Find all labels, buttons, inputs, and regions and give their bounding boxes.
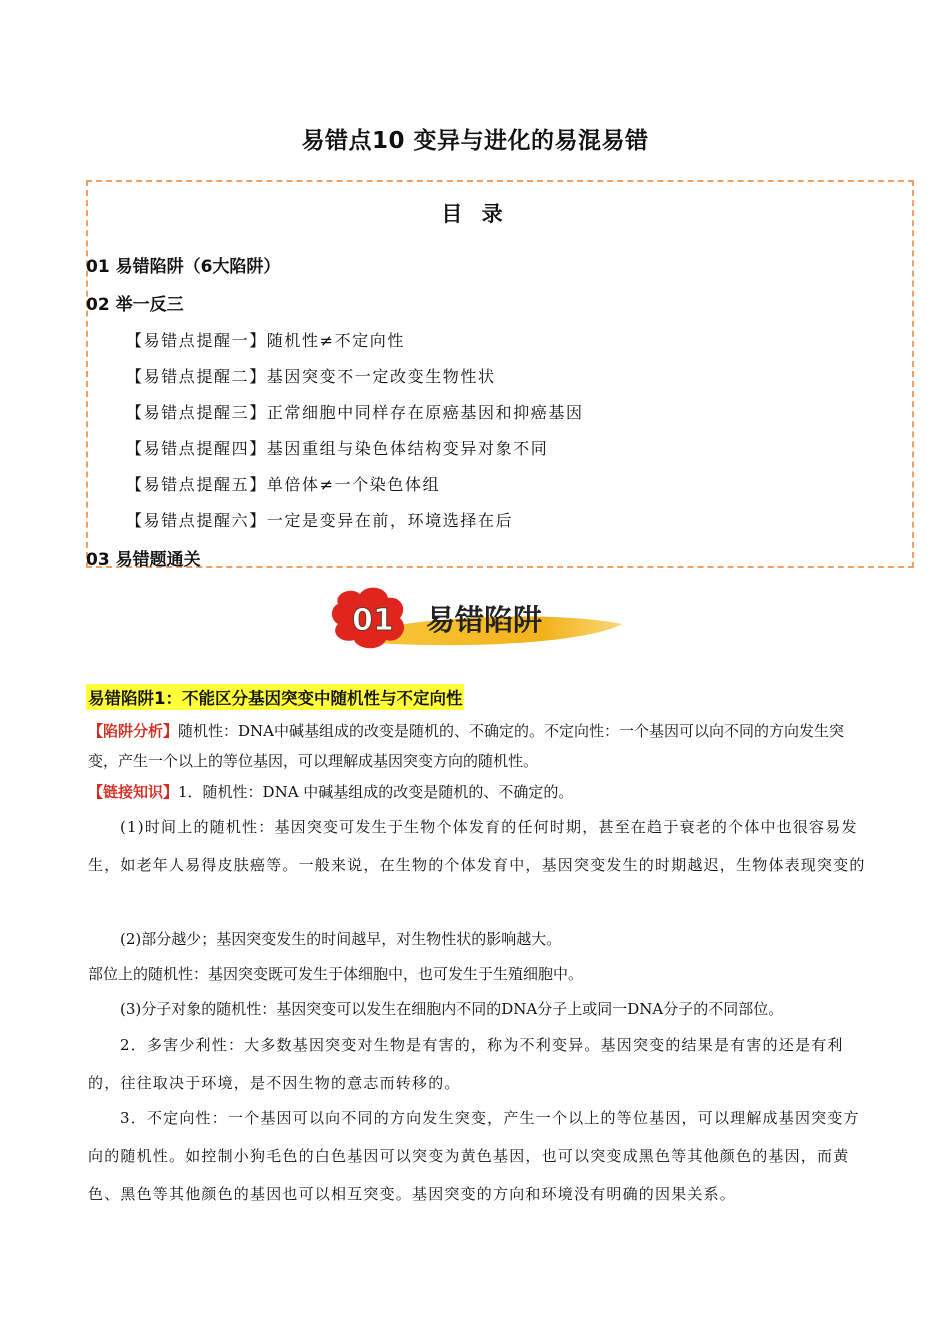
toc-item-1[interactable]: 【易错点提醒一】随机性≠不定向性 bbox=[126, 331, 406, 350]
trap-title: 易错陷阱1：不能区分基因突变中随机性与不定向性 bbox=[86, 684, 464, 710]
toc-item-5[interactable]: 【易错点提醒五】单倍体≠一个染色体组 bbox=[126, 475, 441, 494]
toc-heading: 目 录 bbox=[441, 202, 509, 226]
link-text: 1．随机性：DNA 中碱基组成的改变是随机的、不确定的。 bbox=[178, 783, 574, 801]
analysis-paragraph bbox=[88, 716, 868, 776]
paragraph-2: (2)部分越少；基因突变发生的时间越早，对生物性状的影响越大。 bbox=[120, 930, 562, 948]
banner-number: 01 bbox=[352, 603, 394, 638]
page-title: 易错点10 变异与进化的易混易错 bbox=[301, 128, 649, 154]
toc-item-4[interactable]: 【易错点提醒四】基因重组与染色体结构变异对象不同 bbox=[126, 439, 549, 458]
link-tag: 【链接知识】 bbox=[88, 783, 179, 801]
toc-section-1[interactable]: 01 易错陷阱（6大陷阱） bbox=[86, 257, 281, 277]
toc-item-2[interactable]: 【易错点提醒二】基因突变不一定改变生物性状 bbox=[126, 367, 496, 386]
paragraph-3: 部位上的随机性：基因突变既可发生于体细胞中，也可发生于生殖细胞中。 bbox=[88, 965, 584, 983]
toc-item-3[interactable]: 【易错点提醒三】正常细胞中同样存在原癌基因和抑癌基因 bbox=[126, 403, 584, 422]
analysis-text: 随机性：DNA中碱基组成的改变是随机的、不确定的。不定向性：一个基因可以向不同的方向发生突变，产生一个以上的等位基因，可以理解成基因突变方向的随机性。 bbox=[88, 722, 845, 770]
banner-label: 易错陷阱 bbox=[426, 603, 543, 637]
paragraph-5: 2．多害少利性：大多数基因突变对生物是有害的，称为不利变异。基因突变的结果是有害的还是有利的，往往取决于环境，是不因生物的意志而转移的。 bbox=[88, 1036, 844, 1092]
paragraph-4: (3)分子对象的随机性：基因突变可以发生在细胞内不同的DNA分子上或同一DNA分子的不同部位。 bbox=[120, 1000, 784, 1018]
paragraph-1: (1)时间上的随机性：基因突变可发生于生物个体发育的任何时期，甚至在趋于衰老的个体中也很容易发生，如老年人易得皮肤癌等。一般来说，在生物的个体发育中，基因突变发生的时期越迟，生物体表现突变的 bbox=[88, 818, 866, 874]
paragraph-6: 3．不定向性：一个基因可以向不同的方向发生突变，产生一个以上的等位基因，可以理解成基因突变方向的随机性。如控制小狗毛色的白色基因可以突变为黄色基因，也可以突变成黑色等其他颜色的基因，而黄色、黑色等其他颜色的基因也可以相互突变。基因突变的方向和环境没有明确的因果关系。 bbox=[88, 1109, 860, 1203]
toc-item-6[interactable]: 【易错点提醒六】一定是变异在前，环境选择在后 bbox=[126, 511, 514, 530]
toc-section-3[interactable]: 03 易错题通关 bbox=[86, 550, 201, 570]
toc-section-2[interactable]: 02 举一反三 bbox=[86, 295, 184, 315]
link-paragraph bbox=[88, 777, 868, 807]
section-banner bbox=[330, 584, 630, 654]
analysis-tag: 【陷阱分析】 bbox=[88, 722, 179, 740]
